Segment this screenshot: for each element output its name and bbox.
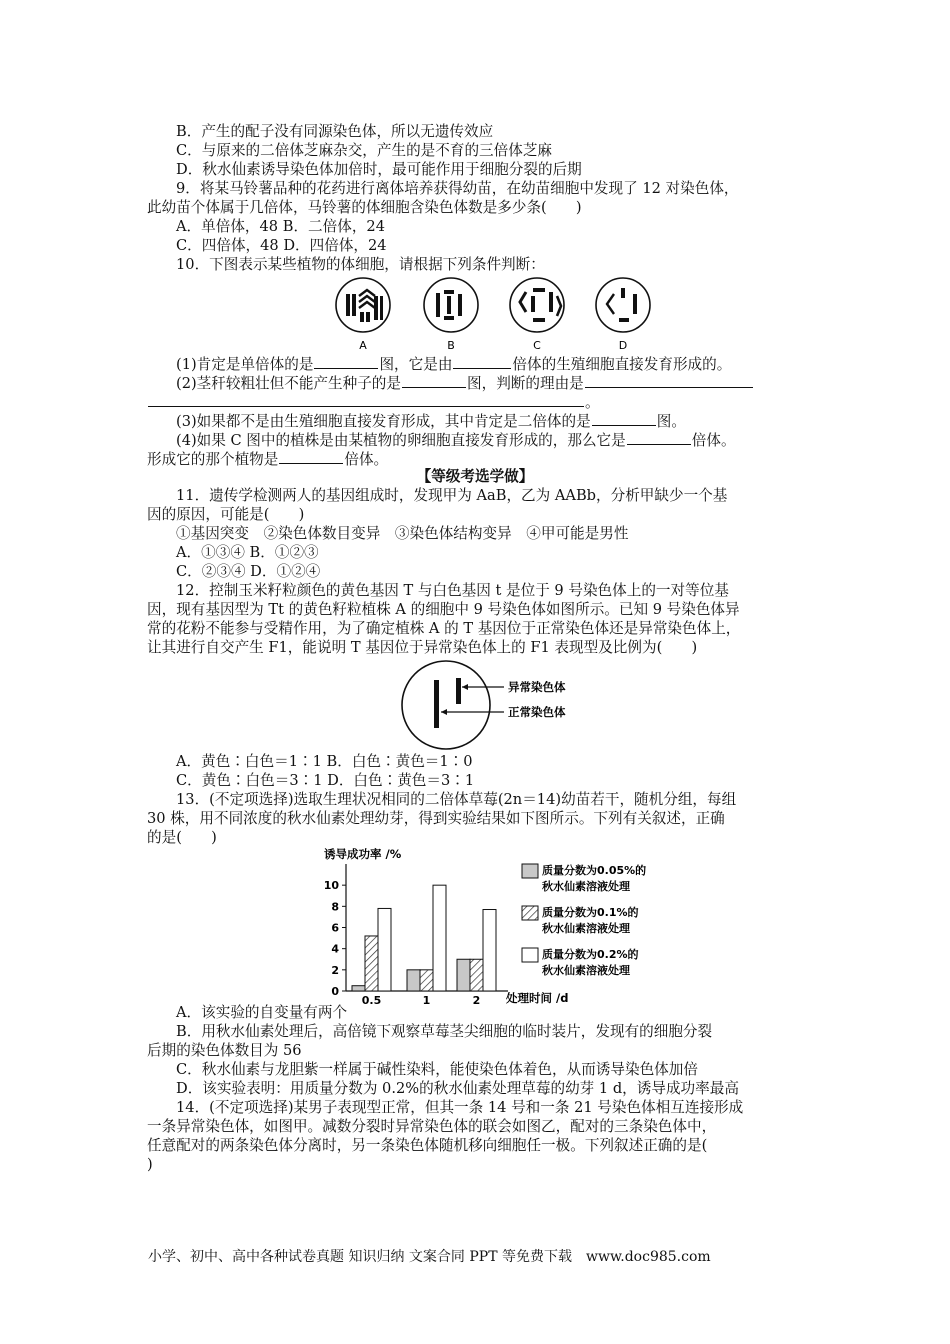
chart-y-tick-label: 6 xyxy=(331,921,339,935)
q14-stem-line4: ) xyxy=(147,1156,153,1173)
cell-label-a: A xyxy=(359,339,367,352)
chart-legend-label: 秋水仙素溶液处理 xyxy=(542,922,630,935)
chart-bar xyxy=(407,970,420,991)
q11-items: ①基因突变 ②染色体数目变异 ③染色体结构变异 ④甲可能是男性 xyxy=(176,525,629,542)
page-footer: 小学、初中、高中各种试卷真题 知识归纳 文案合同 PPT 等免费下载 www.doc985.com xyxy=(148,1249,711,1265)
cell-b xyxy=(424,278,478,332)
cell-label-c: C xyxy=(533,339,541,352)
answer-blank[interactable] xyxy=(453,354,511,369)
chart-legend-label: 秋水仙素溶液处理 xyxy=(542,880,630,893)
chart-x-tick-label: 1 xyxy=(422,994,431,1004)
chart-legend-label: 质量分数为0.2%的 xyxy=(542,948,639,961)
q9-stem-line2: 此幼苗个体属于几倍体，马铃薯的体细胞含染色体数是多少条( ) xyxy=(147,199,582,216)
label-normal-chromosome: 正常染色体 xyxy=(508,705,566,719)
q10-part4-cont: 形成它的那个植物是 倍体。 xyxy=(147,451,389,468)
answer-blank[interactable] xyxy=(314,354,378,369)
q10-part2-cont: 。 xyxy=(147,392,600,412)
chart-y-tick-label: 2 xyxy=(331,963,339,977)
cell-label-b: B xyxy=(447,339,455,352)
q9-options-ab: A．单倍体，48 B．二倍体，24 xyxy=(176,218,385,235)
q12-stem-line2: 因，现有基因型为 Tt 的黄色籽粒植株 A 的细胞中 9 号染色体如图所示。已知 9 号染色体异 xyxy=(147,601,740,618)
q13-stem-line2: 30 株，用不同浓度的秋水仙素处理幼芽，得到实验结果如下图所示。下列有关叙述，正确 xyxy=(147,810,725,827)
q13-stem-line3: 的是( ) xyxy=(147,829,217,846)
chart-bar xyxy=(420,970,433,991)
cell-label-d: D xyxy=(618,339,628,352)
chart-legend-swatch xyxy=(522,906,538,920)
q13-option-b-line1: B．用秋水仙素处理后，高倍镜下观察草莓茎尖细胞的临时装片，发现有的细胞分裂 xyxy=(176,1023,713,1040)
chart-bar xyxy=(378,908,391,991)
chart-bar xyxy=(483,910,496,991)
q13-bar-chart xyxy=(318,846,658,1004)
label-abnormal-chromosome: 异常染色体 xyxy=(508,680,566,694)
q11-options-cd: C．②③④ D．①②④ xyxy=(176,563,321,580)
q13-option-b-line2: 后期的染色体数目为 56 xyxy=(147,1042,302,1059)
chart-bar xyxy=(457,959,470,991)
q12-options-cd: C．黄色∶白色＝3∶1 D．白色∶黄色＝3∶1 xyxy=(176,772,475,789)
q11-stem-line2: 因的原因，可能是( ) xyxy=(147,506,305,523)
chart-y-tick-label: 4 xyxy=(331,942,339,956)
normal-chromosome xyxy=(434,680,439,728)
q14-stem-line1: 14．(不定项选择)某男子表现型正常，但其一条 14 号和一条 21 号染色体相互连接形成 xyxy=(176,1099,744,1116)
q13-option-c: C．秋水仙素与龙胆紫一样属于碱性染料，能使染色体着色，从而诱导染色体加倍 xyxy=(176,1061,698,1078)
cell-d xyxy=(596,278,650,332)
chart-legend-label: 质量分数为0.1%的 xyxy=(542,906,639,919)
answer-blank[interactable] xyxy=(585,373,753,388)
q11-options-ab: A．①③④ B．①②③ xyxy=(176,544,319,561)
q8-option-b: B．产生的配子没有同源染色体，所以无遗传效应 xyxy=(176,123,494,140)
q10-cell-figure xyxy=(330,276,660,354)
q13-stem-line1: 13．(不定项选择)选取生理状况相同的二倍体草莓(2n＝14)幼苗若干，随机分组，每组 xyxy=(176,791,737,808)
chart-x-label: 处理时间 /d xyxy=(506,991,569,1004)
q10-part2: (2)茎秆较粗壮但不能产生种子的是 图，判断的理由是 xyxy=(176,373,754,393)
q12-options-ab: A．黄色∶白色＝1∶1 B．白色∶黄色＝1∶0 xyxy=(176,753,473,770)
q14-stem-line3: 任意配对的两条染色体分离时，另一条染色体随机移向细胞任一极。下列叙述正确的是( xyxy=(147,1137,708,1154)
q8-option-c: C．与原来的二倍体芝麻杂交，产生的是不育的三倍体芝麻 xyxy=(176,142,553,159)
chart-bar xyxy=(352,986,365,991)
chart-bar xyxy=(470,959,483,991)
abnormal-chromosome xyxy=(456,678,461,704)
q10-part1: (1)肯定是单倍体的是 图，它是由 倍体的生殖细胞直接发育形成的。 xyxy=(176,356,732,373)
answer-blank[interactable] xyxy=(148,392,584,407)
answer-blank[interactable] xyxy=(402,373,466,388)
chart-x-tick-label: 2 xyxy=(472,994,481,1004)
cell-c xyxy=(510,278,564,332)
chart-bar xyxy=(365,936,378,991)
q9-stem-line1: 9．将某马铃薯品种的花药进行离体培养获得幼苗，在幼苗细胞中发现了 12 对染色体， xyxy=(176,180,739,197)
answer-blank[interactable] xyxy=(627,430,691,445)
q10-stem: 10．下图表示某些植物的体细胞，请根据下列条件判断： xyxy=(176,256,545,273)
q8-option-d: D．秋水仙素诱导染色体加倍时，最可能作用于细胞分裂的后期 xyxy=(176,161,582,178)
section-title: 【等级考选学做】 xyxy=(416,468,534,485)
chart-legend-label: 秋水仙素溶液处理 xyxy=(542,964,630,977)
q10-part4: (4)如果 C 图中的植株是由某植物的卵细胞直接发育形成的，那么它是 倍体。 xyxy=(176,432,736,449)
chart-bar xyxy=(433,885,446,991)
answer-blank[interactable] xyxy=(279,449,343,464)
chart-y-tick-label: 10 xyxy=(323,879,339,893)
q13-option-d: D．该实验表明：用质量分数为 0.2%的秋水仙素处理草莓的幼芽 1 d，诱导成功率最高 xyxy=(176,1080,739,1097)
answer-blank[interactable] xyxy=(592,411,656,426)
cell-a xyxy=(336,278,390,332)
q12-stem-line4: 让其进行自交产生 F1，能说明 T 基因位于异常染色体上的 F1 表现型及比例为( ) xyxy=(147,639,698,656)
q12-stem-line3: 常的花粉不能参与受精作用，为了确定植株 A 的 T 基因位于正常染色体还是异常染色体上， xyxy=(147,620,741,637)
chart-legend-label: 质量分数为0.05%的 xyxy=(542,864,647,877)
q12-stem-line1: 12．控制玉米籽粒颜色的黄色基因 T 与白色基因 t 是位于 9 号染色体上的一对等位基 xyxy=(176,582,729,599)
chart-y-label: 诱导成功率 /% xyxy=(324,847,402,861)
q10-part3: (3)如果都不是由生殖细胞直接发育形成，其中肯定是二倍体的是 图。 xyxy=(176,413,686,430)
chart-x-tick-label: 0.5 xyxy=(361,994,382,1004)
chart-legend-swatch xyxy=(522,948,538,962)
q13-option-a: A．该实验的自变量有两个 xyxy=(176,1004,348,1021)
q9-options-cd: C．四倍体，48 D．四倍体，24 xyxy=(176,237,387,254)
q12-chromosome-figure xyxy=(400,660,600,752)
chart-legend-swatch xyxy=(522,864,538,878)
chart-y-tick-label: 8 xyxy=(331,900,339,914)
q11-stem-line1: 11．遗传学检测两人的基因组成时，发现甲为 AaB，乙为 AABb，分析甲缺少一个基 xyxy=(176,487,728,504)
chart-y-tick-label: 0 xyxy=(331,985,339,998)
q14-stem-line2: 一条异常染色体，如图甲。减数分裂时异常染色体的联会如图乙，配对的三条染色体中， xyxy=(147,1118,717,1135)
